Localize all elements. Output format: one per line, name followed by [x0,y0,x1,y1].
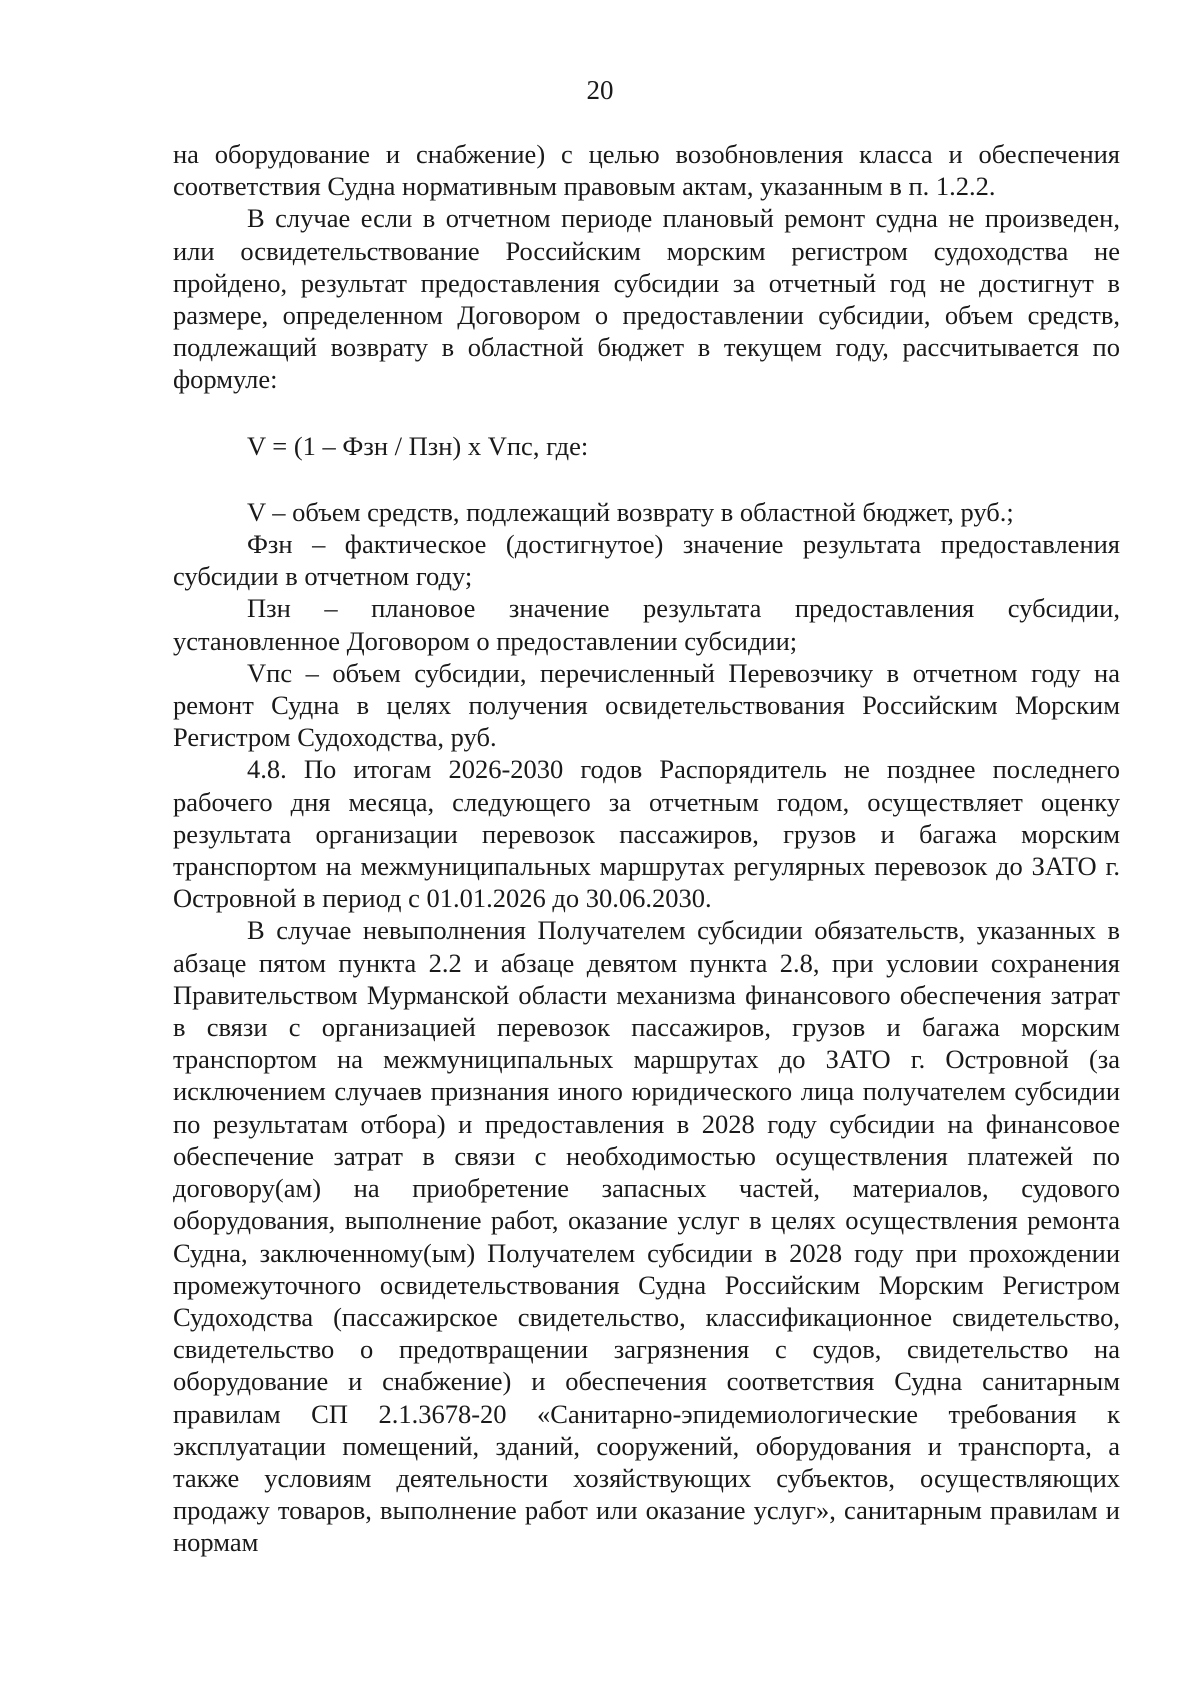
page-number: 20 [586,75,614,105]
refund-formula: V = (1 – Фзн / Пзн) х Vпс, где: [247,430,589,461]
paragraph-4-8: 4.8. По итогам 2026-2030 годов Распорядитель не позднее последнего рабочего дня месяца, следующего за отчетным годом, осуществляет оценку результата организации перевозок пассажиров, грузов и багажа морским транспортом на межмуниципальных маршрутах регулярных перевозок до ЗАТО г. Островной в период с 01.01.2026 до 30.06.2030. [173,754,1120,914]
document-body [173,138,1120,1559]
definition-v: V – объем средств, подлежащий возврату в областной бюджет, руб.; [247,496,1014,527]
paragraph-continuation: на оборудование и снабжение) с целью возобновления класса и обеспечения соответствия Судна нормативным правовым актам, указанным в п. 1.2.2. [173,139,1120,202]
definition-vps: Vпс – объем субсидии, перечисленный Перевозчику в отчетном году на ремонт Судна в целях получения освидетельствования Российским Морским Регистром Судоходства, руб. [173,657,1120,753]
definition-pzn: Пзн – плановое значение результата предоставления субсидии, установленное Договором о предоставлении субсидии; [173,593,1120,656]
paragraph-non-fulfillment: В случае невыполнения Получателем субсидии обязательств, указанных в абзаце пятом пункта 2.2 и абзаце девятом пункта 2.8, при условии сохранения Правительством Мурманской области механизма финансового обеспечения затрат в связи с организацией перевозок пассажиров, грузов и багажа морским транспортом на межмуниципальных маршрутах до ЗАТО г. Островной (за исключением случаев признания иного юридического лица получателем субсидии по результатам отбора) и предоставления в 2028 году субсидии на финансовое обеспечение затрат в связи с необходимостью осуществления платежей по договору(ам) на приобретение запасных частей, материалов, судового оборудования, выполнение работ, оказание услуг в целях осуществления ремонта Судна, заключенному(ым) Получателем субсидии в 2028 году при прохождении промежуточного освидетельствования Судна Российским Морским Регистром Судоходства (пассажирское свидетельство, классификационное свидетельство, свидетельство о предотвращении загрязнения с судов, свидетельство на оборудование и снабжение) и обеспечения соответствия Судна санитарным правилам СП 2.1.3678-20 «Санитарно-эпидемиологические требования к эксплуатации помещений, зданий, сооружений, оборудования и транспорта, а также условиям деятельности хозяйствующих субъектов, осуществляющих продажу товаров, выполнение работ или оказание услуг», санитарным правилам и нормам [173,915,1120,1558]
definition-fzn: Фзн – фактическое (достигнутое) значение результата предоставления субсидии в отчетном году; [173,529,1120,592]
paragraph-refund-condition: В случае если в отчетном периоде плановый ремонт судна не произведен, или освидетельствование Российским морским регистром судоходства не пройдено, результат предоставления субсидии за отчетный год не достигнут в размере, определенном Договором о предоставлении субсидии, объем средств, подлежащий возврату в областной бюджет в текущем году, рассчитывается по формуле: [173,203,1120,395]
